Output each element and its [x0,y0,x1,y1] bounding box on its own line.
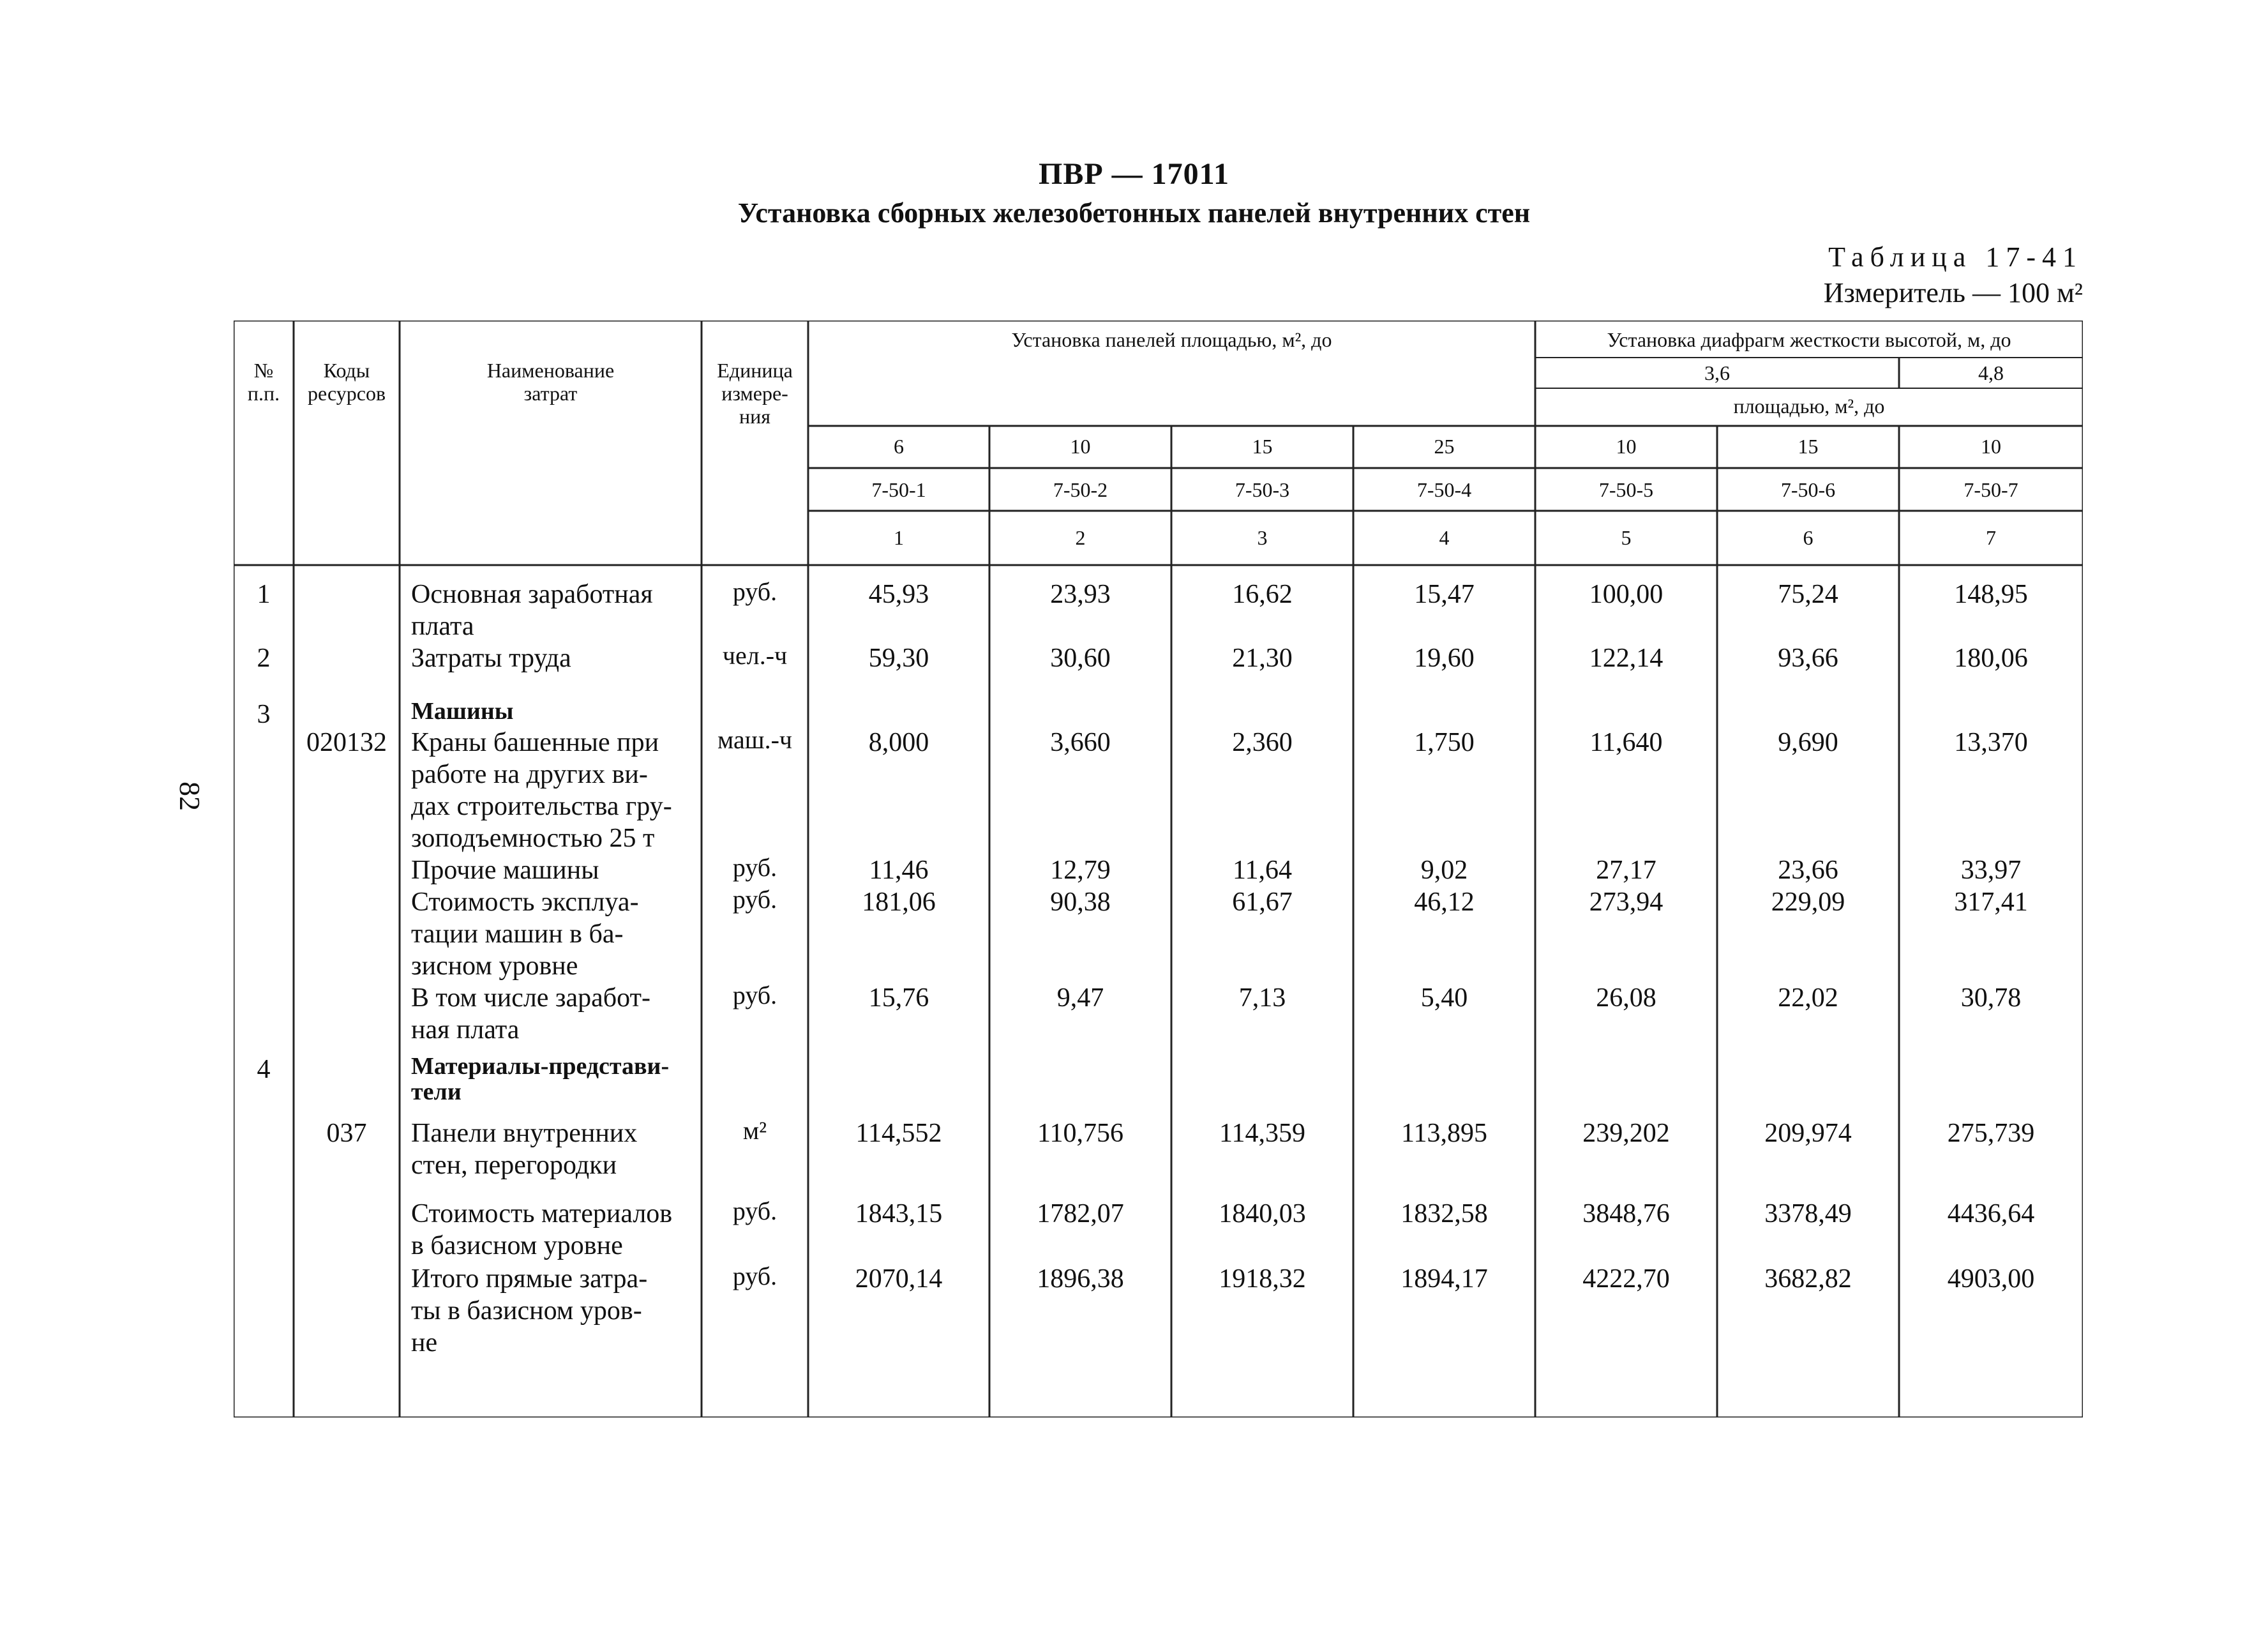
cost-value: 3848,76 [1582,1199,1670,1228]
header-size-6: 15 [1798,435,1819,458]
cost-value: 11,46 [869,856,929,885]
cost-unit: руб. [732,577,777,606]
cost-value: 273,94 [1589,888,1663,917]
cost-name: стен, перегородки [411,1151,617,1180]
cost-value: 45,93 [868,580,929,609]
cost-value: 1843,15 [855,1199,943,1228]
header-size-5: 10 [1616,435,1637,458]
cost-value: 7,13 [1238,983,1286,1013]
cost-value: 317,41 [1954,888,2028,917]
document-code: ПВР — 17011 [1038,157,1230,191]
cost-value: 1894,17 [1401,1264,1488,1294]
cost-value: 11,640 [1589,728,1663,757]
cost-name: зисном уровне [411,951,578,981]
cost-value: 3378,49 [1764,1199,1852,1228]
cost-name: Итого прямые затра- [411,1264,648,1294]
header-col-name: Наименование [486,359,615,382]
cost-name: Панели внутренних [411,1119,638,1148]
header-col-unit: измере- [721,382,788,405]
cost-value: 1840,03 [1219,1199,1306,1228]
cost-value: 26,08 [1596,983,1656,1013]
cost-value: 239,202 [1582,1119,1670,1148]
cost-value: 15,47 [1414,580,1475,609]
cost-unit: м² [742,1116,767,1145]
cost-name: тели [411,1078,462,1105]
row-number: 2 [257,644,271,673]
cost-value: 229,09 [1771,888,1845,917]
header-size-2: 10 [1070,435,1091,458]
header-group-diaphragms: Установка диафрагм жесткости высотой, м, до [1607,328,2011,351]
cost-value: 11,64 [1233,856,1292,885]
cost-unit: руб. [732,885,777,914]
cost-value: 148,95 [1954,580,2028,609]
cost-name: ная плата [411,1015,520,1045]
header-index-4: 4 [1439,526,1450,549]
cost-value: 23,66 [1778,856,1838,885]
page-number: 82 [174,782,206,811]
cost-value: 2,360 [1232,728,1293,757]
cost-name: зоподъемностью 25 т [411,824,655,853]
row-number: 1 [257,580,271,609]
header-col-codes: ресурсов [307,382,386,405]
cost-unit: руб. [732,853,777,882]
cost-name: Машины [411,698,514,725]
header-code-5: 7-50-5 [1598,478,1654,501]
cost-value: 75,24 [1778,580,1838,609]
cost-value: 2070,14 [855,1264,943,1294]
cost-value: 9,02 [1420,856,1468,885]
cost-value: 3682,82 [1764,1264,1852,1294]
cost-value: 9,690 [1778,728,1838,757]
header-size-1: 6 [894,435,904,458]
cost-value: 15,76 [868,983,929,1013]
cost-value: 30,78 [1960,983,2022,1013]
header-code-1: 7-50-1 [871,478,926,501]
cost-value: 114,552 [855,1119,942,1148]
header-index-5: 5 [1621,526,1632,549]
cost-name: В том числе заработ- [411,983,650,1013]
cost-unit: руб. [732,1262,777,1290]
header-col-unit: ния [739,405,770,428]
cost-value: 122,14 [1589,644,1663,673]
cost-name: в базисном уровне [411,1231,623,1260]
cost-value: 1896,38 [1037,1264,1124,1294]
cost-value: 59,30 [868,644,929,673]
header-col-number: № [253,359,274,382]
header-index-3: 3 [1257,526,1268,549]
header-index-6: 6 [1803,526,1814,549]
cost-name: Основная заработная [411,580,653,609]
cost-value: 90,38 [1050,888,1111,917]
cost-unit: руб. [732,981,777,1009]
header-code-2: 7-50-2 [1053,478,1108,501]
cost-value: 19,60 [1414,644,1475,673]
cost-value: 1832,58 [1401,1199,1488,1228]
measure-unit: Измеритель — 100 м² [1823,277,2083,308]
header-area-label: площадью, м², до [1733,395,1885,418]
resource-code: 037 [326,1119,367,1148]
cost-name: Стоимость материалов [411,1199,673,1228]
header-col-name: затрат [523,382,578,405]
header-group-panels: Установка панелей площадью, м², до [1011,328,1332,351]
cost-value: 16,62 [1232,580,1293,609]
header-index-7: 7 [1986,526,1996,549]
cost-value: 5,40 [1420,983,1468,1013]
cost-value: 113,895 [1401,1119,1487,1148]
cost-value: 3,660 [1050,728,1111,757]
cost-name: Краны башенные при [411,728,659,757]
cost-value: 180,06 [1954,644,2028,673]
cost-table [234,321,2083,1417]
page-title: Установка сборных железобетонных панелей внутренних стен [737,197,1531,229]
table-label: Таблица 17-41 [1828,241,2083,273]
header-code-6: 7-50-6 [1780,478,1836,501]
cost-value: 181,06 [862,888,936,917]
header-col-number: п.п. [247,382,280,405]
row-number: 4 [257,1055,271,1084]
header-height-4-8: 4,8 [1978,361,2004,384]
cost-unit: руб. [732,1197,777,1225]
cost-value: 27,17 [1596,856,1656,885]
cost-value: 9,47 [1056,983,1104,1013]
cost-name: работе на других ви- [411,760,648,789]
cost-value: 33,97 [1960,856,2022,885]
cost-value: 209,974 [1764,1119,1852,1148]
header-code-7: 7-50-7 [1964,478,2018,501]
header-index-1: 1 [894,526,904,549]
cost-value: 61,67 [1232,888,1293,917]
cost-value: 46,12 [1414,888,1475,917]
cost-value: 275,739 [1947,1119,2035,1148]
cost-unit: маш.-ч [717,725,793,754]
header-size-4: 25 [1434,435,1455,458]
cost-value: 1,750 [1414,728,1475,757]
header-size-3: 15 [1252,435,1273,458]
cost-value: 1782,07 [1037,1199,1124,1228]
cost-unit: чел.-ч [722,641,788,670]
header-size-7: 10 [1981,435,2001,458]
header-height-3-6: 3,6 [1704,361,1730,384]
cost-value: 21,30 [1232,644,1293,673]
cost-value: 4222,70 [1582,1264,1670,1294]
header-col-unit: Единица [717,359,793,382]
cost-name: Затраты труда [411,644,571,673]
cost-name: ты в базисном уров- [411,1296,642,1326]
cost-value: 8,000 [868,728,929,757]
cost-name: Прочие машины [411,856,599,885]
cost-value: 100,00 [1589,580,1663,609]
row-number: 3 [257,700,271,729]
table-caption [1824,239,2083,311]
cost-value: 4903,00 [1947,1264,2035,1294]
cost-name: дах строительства гру- [411,792,672,821]
header-code-4: 7-50-4 [1416,478,1472,501]
header-index-2: 2 [1075,526,1086,549]
resource-code: 020132 [306,728,387,757]
cost-name: плата [411,612,474,641]
header-col-codes: Коды [323,359,370,382]
cost-value: 30,60 [1050,644,1111,673]
cost-name: не [411,1328,438,1357]
cost-value: 114,359 [1219,1119,1305,1148]
header-code-3: 7-50-3 [1235,478,1290,501]
cost-value: 12,79 [1050,856,1111,885]
cost-value: 13,370 [1954,728,2028,757]
cost-value: 22,02 [1778,983,1838,1013]
cost-value: 93,66 [1778,644,1838,673]
cost-value: 4436,64 [1947,1199,2035,1228]
cost-name: Материалы-представи- [411,1053,670,1080]
cost-value: 110,756 [1037,1119,1123,1148]
cost-value: 23,93 [1050,580,1111,609]
cost-value: 1918,32 [1219,1264,1306,1294]
cost-name: Стоимость эксплуа- [411,888,639,917]
cost-name: тации машин в ба- [411,919,624,949]
